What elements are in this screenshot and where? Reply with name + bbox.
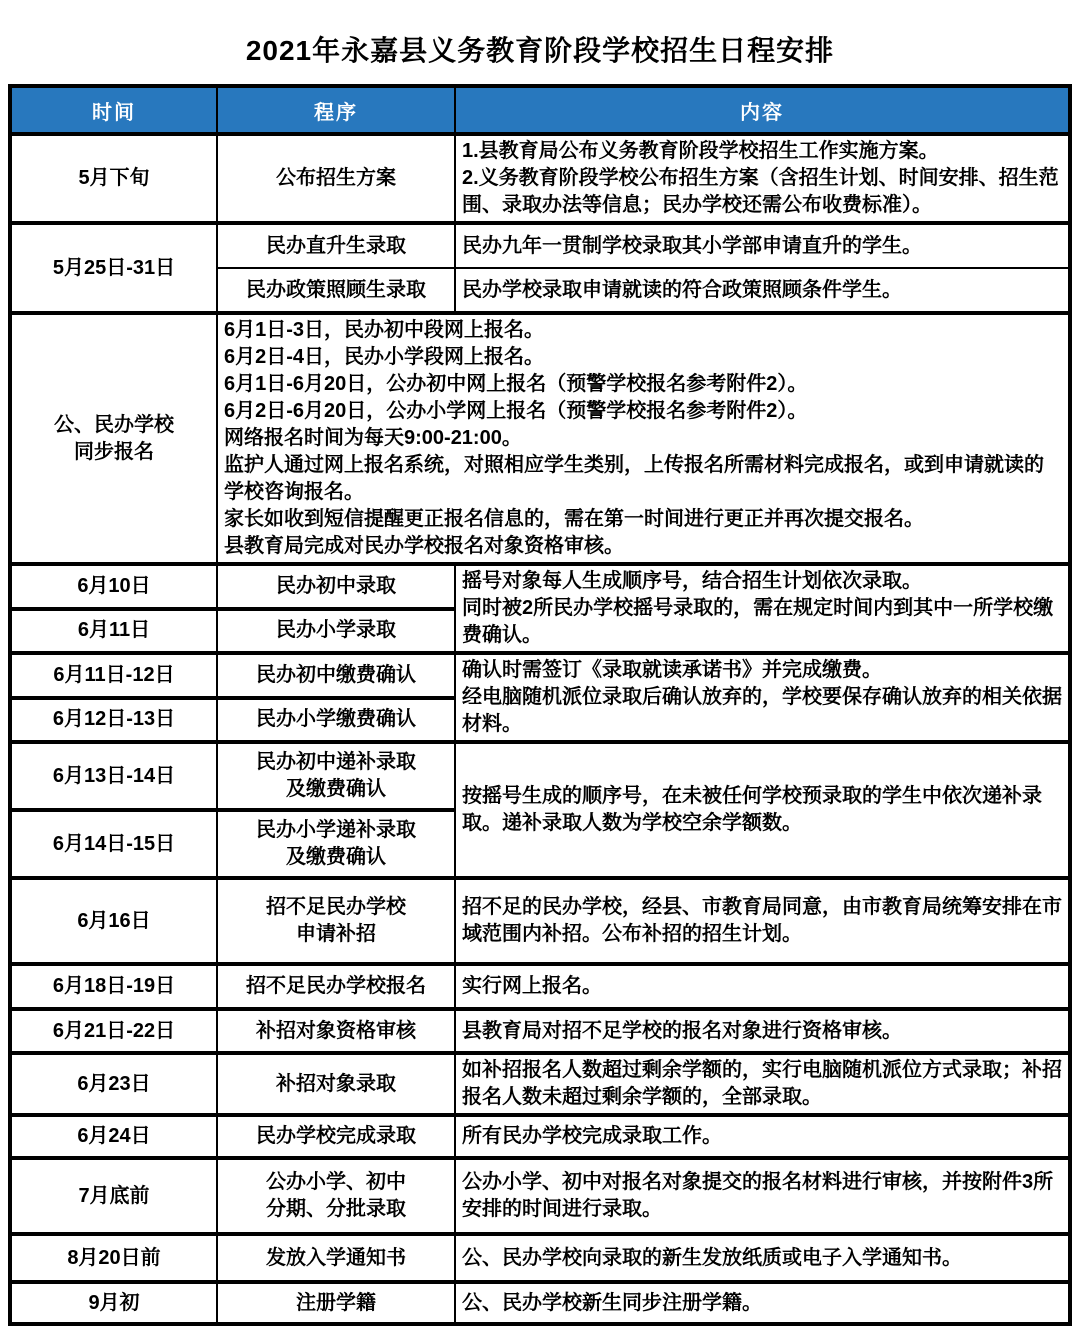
page-title: 2021年永嘉县义务教育阶段学校招生日程安排 (245, 35, 835, 66)
header-content: 内容 (455, 86, 1070, 134)
table-row (10, 313, 1070, 564)
content-cell: 县教育局对招不足学校的报名对象进行资格审核。 (455, 1009, 1070, 1053)
procedure-cell (217, 1158, 455, 1234)
time-cell: 6月21日-22日 (10, 1009, 217, 1053)
table-row (10, 653, 1070, 698)
table-row (10, 564, 1070, 609)
time-cell: 7月底前 (10, 1158, 217, 1234)
content-line: 经电脑随机派位录取后确认放弃的，学校要保存确认放弃的相关依据材料。 (462, 686, 1062, 735)
content-line: 家长如收到短信提醒更正报名信息的，需在第一时间进行更正并再次提交报名。 (224, 508, 924, 530)
content-line: 6月1日-6月20日，公办初中网上报名（预警学校报名参考附件2）。 (224, 373, 808, 395)
table-row (10, 964, 1070, 1009)
content-cell (217, 313, 1070, 564)
procedure-line: 民办小学递补录取 (256, 819, 416, 841)
procedure-line: 招不足民办学校 (266, 896, 406, 918)
procedure-cell: 公布招生方案 (217, 134, 455, 223)
time-line: 同步报名 (74, 440, 154, 463)
content-line: 1.县教育局公布义务教育阶段学校招生工作实施方案。 (462, 140, 939, 162)
time-cell: 6月14日-15日 (10, 810, 217, 878)
table-row (10, 1158, 1070, 1234)
procedure-cell: 注册学籍 (217, 1282, 455, 1324)
procedure-line: 民办初中递补录取 (256, 751, 416, 773)
content-cell: 如补招报名人数超过剩余学额的，实行电脑随机派位方式录取；补招报名人数未超过剩余学额的，全部录取。 (455, 1053, 1070, 1115)
header-procedure: 程序 (217, 86, 455, 134)
time-cell: 6月12日-13日 (10, 698, 217, 743)
table-row (10, 1053, 1070, 1115)
time-cell: 5月下旬 (10, 134, 217, 223)
table-row (10, 1009, 1070, 1053)
time-cell: 6月13日-14日 (10, 742, 217, 810)
content-line: 6月1日-3日，民办初中段网上报名。 (224, 319, 545, 341)
table-header-row (10, 86, 1070, 134)
procedure-line: 及缴费确认 (286, 846, 386, 868)
content-cell: 公、民办学校向录取的新生发放纸质或电子入学通知书。 (455, 1234, 1070, 1282)
schedule-table (8, 84, 1072, 1326)
time-cell: 6月18日-19日 (10, 964, 217, 1009)
time-cell: 6月11日 (10, 609, 217, 654)
content-cell: 公办小学、初中对报名对象提交的报名材料进行审核，并按附件3所安排的时间进行录取。 (455, 1158, 1070, 1234)
procedure-line: 分期、分批录取 (266, 1198, 406, 1220)
content-cell: 招不足的民办学校，经县、市教育局同意，由市教育局统筹安排在市域范围内补招。公布补招的招生计划。 (455, 878, 1070, 964)
table-row (10, 1115, 1070, 1158)
content-line: 6月2日-6月20日，公办小学网上报名（预警学校报名参考附件2）。 (224, 400, 808, 422)
procedure-cell: 民办小学录取 (217, 609, 455, 654)
time-cell (10, 313, 217, 564)
content-line: 2.义务教育阶段学校公布招生方案（含招生计划、时间安排、招生范围、录取办法等信息；民办学校还需公布收费标准）。 (462, 167, 1059, 216)
procedure-cell: 民办小学缴费确认 (217, 698, 455, 743)
procedure-cell (217, 878, 455, 964)
content-cell (455, 653, 1070, 742)
content-line: 摇号对象每人生成顺序号，结合招生计划依次录取。 (462, 570, 922, 592)
time-cell: 6月16日 (10, 878, 217, 964)
procedure-cell: 民办初中录取 (217, 564, 455, 609)
procedure-cell: 民办学校完成录取 (217, 1115, 455, 1158)
procedure-cell: 民办直升生录取 (217, 223, 455, 268)
time-cell: 9月初 (10, 1282, 217, 1324)
time-cell: 6月11日-12日 (10, 653, 217, 698)
content-line: 6月2日-4日，民办小学段网上报名。 (224, 346, 545, 368)
procedure-cell: 补招对象录取 (217, 1053, 455, 1115)
table-row (10, 1282, 1070, 1324)
procedure-line: 申请补招 (296, 923, 376, 945)
content-line: 确认时需签订《录取就读承诺书》并完成缴费。 (462, 659, 882, 681)
time-cell: 6月24日 (10, 1115, 217, 1158)
content-cell: 按摇号生成的顺序号，在未被任何学校预录取的学生中依次递补录取。递补录取人数为学校空余学额数。 (455, 742, 1070, 878)
content-line: 同时被2所民办学校摇号录取的，需在规定时间内到其中一所学校缴费确认。 (462, 597, 1054, 646)
procedure-cell: 民办政策照顾生录取 (217, 268, 455, 313)
time-line: 公、民办学校 (54, 413, 174, 436)
table-row (10, 223, 1070, 268)
content-cell (455, 564, 1070, 653)
procedure-cell: 发放入学通知书 (217, 1234, 455, 1282)
content-cell: 实行网上报名。 (455, 964, 1070, 1009)
table-row (10, 742, 1070, 810)
content-line: 监护人通过网上报名系统，对照相应学生类别，上传报名所需材料完成报名，或到申请就读的学校咨询报名。 (224, 454, 1044, 503)
time-cell: 6月23日 (10, 1053, 217, 1115)
content-cell (455, 134, 1070, 223)
content-cell: 所有民办学校完成录取工作。 (455, 1115, 1070, 1158)
procedure-cell: 补招对象资格审核 (217, 1009, 455, 1053)
content-line: 县教育局完成对民办学校报名对象资格审核。 (224, 535, 624, 557)
time-cell: 8月20日前 (10, 1234, 217, 1282)
procedure-cell: 民办初中缴费确认 (217, 653, 455, 698)
time-cell: 5月25日-31日 (10, 223, 217, 313)
procedure-cell: 招不足民办学校报名 (217, 964, 455, 1009)
procedure-line: 公办小学、初中 (266, 1171, 406, 1193)
header-time: 时间 (10, 86, 217, 134)
time-cell: 6月10日 (10, 564, 217, 609)
table-row (10, 134, 1070, 223)
table-row (10, 878, 1070, 964)
procedure-cell (217, 742, 455, 810)
content-cell: 民办学校录取申请就读的符合政策照顾条件学生。 (455, 268, 1070, 313)
procedure-line: 及缴费确认 (286, 778, 386, 800)
procedure-cell (217, 810, 455, 878)
table-row (10, 1234, 1070, 1282)
content-cell: 民办九年一贯制学校录取其小学部申请直升的学生。 (455, 223, 1070, 268)
content-line: 网络报名时间为每天9:00-21:00。 (224, 427, 522, 449)
content-cell: 公、民办学校新生同步注册学籍。 (455, 1282, 1070, 1324)
